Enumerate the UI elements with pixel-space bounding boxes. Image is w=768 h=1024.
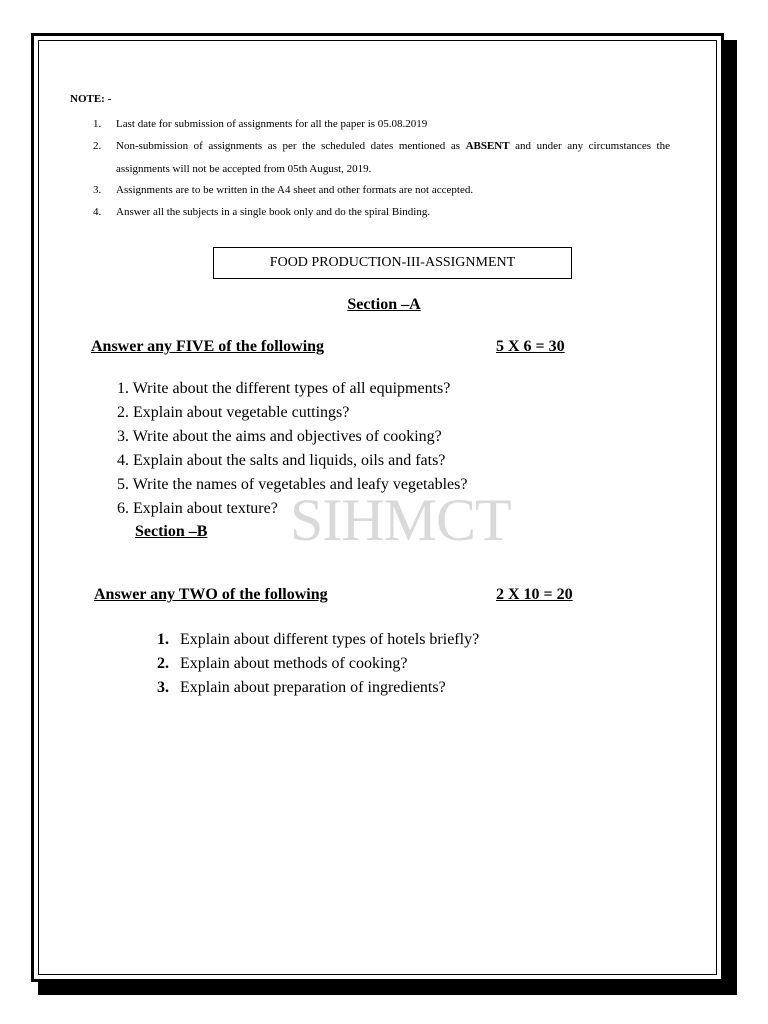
note-item-number: 2. [93,140,102,152]
question-text: Explain about different types of hotels briefly? [180,631,480,648]
question-item: 2. Explain about vegetable cuttings? [117,404,350,421]
note-item-number: 1. [93,118,102,130]
question-item: 3. Write about the aims and objectives of cooking? [117,428,442,445]
question-item: 1. Write about the different types of all equipments? [117,380,451,397]
question-item: 4. Explain about the salts and liquids, oils and fats? [117,452,446,469]
question-item [157,676,479,700]
question-text: Explain about preparation of ingredients? [180,679,446,696]
section-b-instruction: Answer any TWO of the following [94,586,328,603]
section-b-marks: 2 X 10 = 20 [496,586,573,603]
section-a-heading: Section –A [347,296,421,313]
note-item-text: Assignments are to be written in the A4 sheet and other formats are not accepted. [116,184,474,196]
section-a-marks: 5 X 6 = 30 [496,338,565,355]
note-title: NOTE: - [70,93,112,105]
section-a-instruction: Answer any FIVE of the following [91,338,325,355]
note-item-text: Non-submission of assignments as per the scheduled dates mentioned as ABSENT and under any circumstances the assignments will not be accepted from 05th August, 2019. [116,140,670,175]
question-item: 6. Explain about texture? [117,500,278,517]
note-item-number: 4. [93,206,102,218]
question-number: 1. [157,631,169,648]
assignment-title: FOOD PRODUCTION-III-ASSIGNMENT [213,247,572,279]
note-item-text: Last date for submission of assignments for all the paper is 05.08.2019 [116,118,428,130]
section-a-questions [117,377,467,521]
question-number: 2. [157,655,169,672]
section-b-heading: Section –B [135,523,208,540]
section-b-questions [157,628,479,700]
note-item-number: 3. [93,184,102,196]
watermark: SIHMCT [290,487,511,553]
question-item [157,628,479,652]
note-item-text: Answer all the subjects in a single book only and do the spiral Binding. [116,206,431,218]
question-item: 5. Write the names of vegetables and leafy vegetables? [117,476,468,493]
question-text: Explain about methods of cooking? [180,655,408,672]
absent-emphasis: ABSENT [465,140,510,152]
question-number: 3. [157,679,169,696]
question-item [157,652,479,676]
